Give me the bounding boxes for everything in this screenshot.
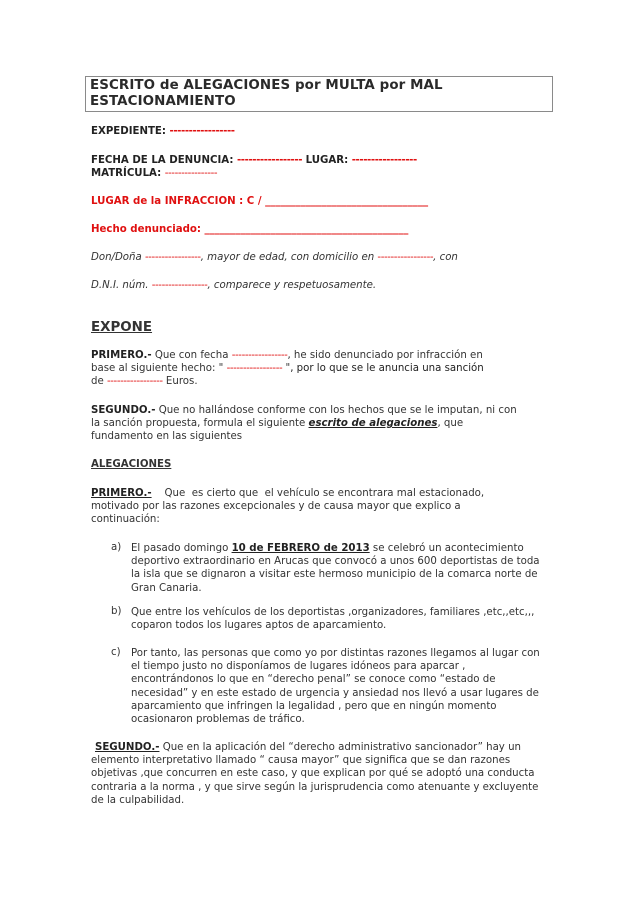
alegaciones-primero	[91, 487, 553, 527]
hecho-denunciado-field: Hecho denunciado: ________________________________________	[91, 224, 409, 235]
expediente-blank: -----------------	[169, 126, 235, 137]
fecha-lugar-field	[91, 155, 417, 166]
expone-heading: EXPONE	[91, 320, 153, 335]
matricula-blank: ----------------	[164, 168, 218, 179]
text: Que es cierto que el vehículo se encontrara mal estacionado,	[151, 488, 485, 499]
lugar-blank: -----------------	[351, 155, 417, 166]
matricula-label: MATRÍCULA:	[91, 168, 162, 179]
text: de	[91, 376, 107, 388]
text: , que	[437, 418, 464, 430]
domicilio-text: , mayor de edad, con domicilio en	[200, 252, 378, 263]
expone-segundo	[91, 404, 553, 444]
escrito-alegaciones-emphasis: escrito de alegaciones	[308, 418, 438, 430]
expediente-field	[91, 126, 235, 137]
fecha-label: FECHA DE LA DENUNCIA:	[91, 155, 234, 166]
document-title-line-1: ESCRITO de ALEGACIONES por MULTA por MAL	[90, 78, 443, 93]
text: , he sido denunciado por infracción en	[287, 350, 483, 361]
text: fundamento en las siguientes	[91, 431, 243, 443]
text: motivado por las razones excepcionales y de causa mayor que explico a	[91, 501, 461, 513]
identity-line-2	[91, 280, 376, 291]
alegaciones-segundo	[91, 741, 553, 807]
list-item-a	[131, 542, 551, 595]
title-box	[85, 76, 553, 112]
matricula-field	[91, 168, 217, 179]
primero-label: PRIMERO.-	[91, 350, 152, 361]
text: Que no hallándose conforme con los hechos que se le imputan, ni con	[155, 405, 517, 416]
name-blank: -----------------	[144, 252, 201, 263]
text: Que en la aplicación del “derecho administrativo sancionador” hay un elemento interpretativo llamado “ causa mayor” que significa que se dan razones objetivas ,que concurren en este caso, y que explican por qué se adoptó una conducta contraria a la norma , y que sirve según la jurisprudencia como atenuante y excluyente de la culpabilidad.	[91, 742, 539, 806]
segundo-label: SEGUNDO.-	[91, 405, 156, 416]
fecha-blank: -----------------	[231, 350, 288, 361]
list-marker-a: a)	[111, 542, 122, 553]
domicilio-blank: -----------------	[377, 252, 434, 263]
event-date: 10 de FEBRERO de 2013	[231, 543, 370, 554]
con-text: , con	[433, 252, 458, 263]
list-marker-c: c)	[111, 647, 121, 658]
text: Euros.	[162, 376, 198, 388]
text: base al siguiente hecho: "	[91, 363, 227, 375]
alegaciones-heading: ALEGACIONES	[91, 459, 172, 470]
hecho-blank: -----------------	[226, 363, 283, 375]
expone-primero	[91, 349, 553, 389]
dni-label: D.N.I. núm.	[91, 280, 152, 291]
document-title-line-2: ESTACIONAMIENTO	[90, 94, 236, 109]
text: se celebró un acontecimiento deportivo extraordinario en Arucas que convocó a unos 600 deportistas de toda la isla que se dignaron a visitar este hermoso municipio de la comarca norte de Gran Canaria.	[131, 543, 540, 594]
text: la sanción propuesta, formula el siguiente	[91, 418, 309, 430]
don-dona-label: Don/Doña	[91, 252, 145, 263]
fecha-blank: -----------------	[236, 155, 303, 166]
importe-blank: -----------------	[106, 376, 163, 388]
list-item-b: Que entre los vehículos de los deportistas ,organizadores, familiares ,etc,,etc,,, coparon todos los lugares aptos de aparcamiento.	[131, 607, 535, 632]
text: continuación:	[91, 514, 160, 526]
text: , por lo que se le anuncia una sanción	[290, 363, 484, 375]
identity-line-1	[91, 252, 458, 263]
segundo-label: SEGUNDO.-	[95, 742, 160, 753]
comparece-text: , comparece y respetuosamente.	[207, 280, 377, 291]
expediente-label: EXPEDIENTE:	[91, 126, 166, 137]
lugar-label: LUGAR:	[305, 155, 349, 166]
dni-blank: -----------------	[151, 280, 208, 291]
primero-label: PRIMERO.-	[91, 488, 152, 499]
text: El pasado domingo	[131, 543, 232, 554]
text: "	[282, 363, 291, 375]
lugar-infraccion-field: LUGAR de la INFRACCION : C / ________________________________	[91, 196, 429, 207]
text: Que con fecha	[151, 350, 232, 361]
list-item-c: Por tanto, las personas que como yo por distintas razones llegamos al lugar con el tiempo justo no disponíamos de lugares idóneos para aparcar , encontrándonos lo que en “derecho penal” se conoce como “estado de necesidad” y en este estado de urgencia y ansiedad nos llevó a usar lugares de aparcamiento que infringen la legalidad , pero que en ningún momento ocasionaron problemas de tráfico.	[131, 648, 540, 726]
list-marker-b: b)	[111, 606, 122, 617]
